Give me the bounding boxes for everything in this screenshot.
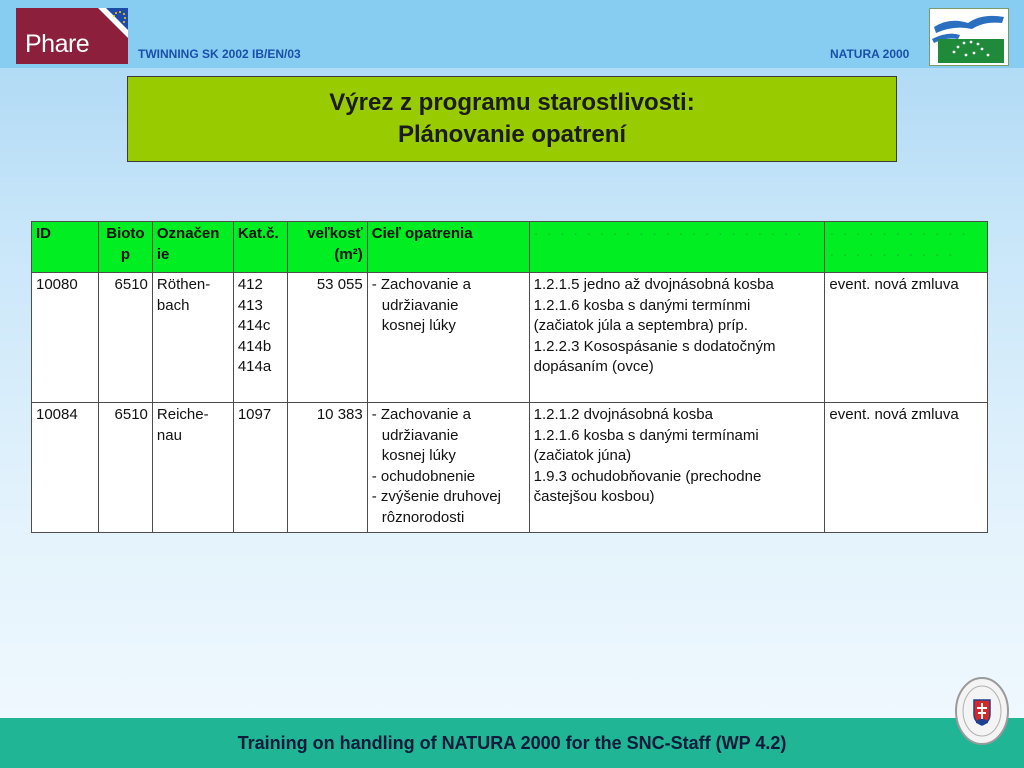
measures-table	[31, 221, 988, 533]
cell-opatrenie	[529, 273, 825, 403]
cell-poznamka: event. nová zmluva	[825, 403, 988, 533]
header-kat: Kat.č.	[233, 222, 287, 273]
opatrenie-line: 1.2.1.6 kosba s danými termínmi	[533, 296, 751, 314]
kat-line: 412	[237, 276, 263, 293]
opatrenie-line: 1.2.1.2 dvojnásobná kosba	[533, 406, 713, 423]
slide-title-box	[127, 76, 897, 162]
cell-biotop: 6510	[98, 403, 152, 533]
kat-line: 1097	[237, 406, 272, 423]
cell-kat	[233, 403, 287, 533]
header-velkost	[287, 222, 367, 273]
ciel-line: - ochudobnenie	[371, 467, 476, 485]
cell-ciel	[367, 273, 529, 403]
header-poznamka-obscured	[825, 222, 988, 273]
kat-line: 413	[237, 296, 263, 314]
ciel-line: - Zachovanie a	[371, 406, 471, 423]
ciel-line: rôznorodosti	[381, 508, 465, 526]
cell-biotop: 6510	[98, 273, 152, 403]
opatrenie-line: (začiatok júna)	[533, 447, 632, 464]
opatrenie-line: (začiatok júla a septembra) príp.	[533, 317, 748, 334]
obscured-text: · · · · · · · · · · · · · · · · · · · · ·	[829, 225, 969, 263]
header-velkost-unit: (m²)	[334, 245, 363, 263]
natura-label: NATURA 2000	[830, 47, 910, 61]
phare-logo	[16, 8, 128, 64]
kat-line: 414b	[237, 337, 272, 355]
ciel-line: udržiavanie	[381, 426, 459, 444]
header-velkost-label: veľkosť	[307, 225, 363, 242]
cell-velkost: 10 383	[287, 403, 367, 533]
opatrenie-line: 1.2.1.6 kosba s danými termínami	[533, 426, 759, 444]
cell-oznacenie: Röthen-bach	[152, 273, 233, 403]
opatrenie-line: 1.2.2.3 Kosospásanie s dodatočným	[533, 337, 776, 355]
opatrenie-line: 1.9.3 ochudobňovanie (prechodne	[533, 467, 762, 485]
obscured-text: · · · · · · · · · · · · · · · · · · · · ·	[533, 225, 804, 242]
table-header-row	[32, 222, 988, 273]
cell-velkost: 53 055	[287, 273, 367, 403]
cell-poznamka: event. nová zmluva	[825, 273, 988, 403]
twinning-label: TWINNING SK 2002 IB/EN/03	[138, 47, 301, 61]
opatrenie-line: 1.2.1.5 jedno až dvojnásobná kosba	[533, 276, 774, 293]
ciel-line: - zvýšenie druhovej	[371, 488, 501, 505]
table-row	[32, 403, 988, 533]
header-id: ID	[32, 222, 99, 273]
cell-opatrenie	[529, 403, 825, 533]
slide-title-line2: Plánovanie opatrení	[397, 121, 627, 148]
phare-logo-text: Phare	[25, 30, 90, 58]
natura-logo-graphic	[930, 9, 1008, 65]
header-biotop: Bioto p	[98, 222, 152, 273]
header-opatrenie-obscured	[529, 222, 825, 273]
cell-id: 10080	[32, 273, 99, 403]
kat-line: 414c	[237, 317, 271, 334]
slovak-emblem-icon	[954, 676, 1010, 746]
opatrenie-line: dopásaním (ovce)	[533, 358, 654, 375]
opatrenie-line: častejšou kosbou)	[533, 488, 655, 505]
kat-line: 414a	[237, 358, 272, 375]
eu-flag-icon	[98, 8, 128, 38]
header-ciel: Cieľ opatrenia	[367, 222, 529, 273]
ciel-line: - Zachovanie a	[371, 276, 471, 293]
cell-id: 10084	[32, 403, 99, 533]
ciel-line: kosnej lúky	[381, 317, 456, 334]
cell-kat	[233, 273, 287, 403]
table-row	[32, 273, 988, 403]
slide-title-line1: Výrez z programu starostlivosti:	[329, 89, 695, 116]
header-oznacenie: Označen ie	[152, 222, 233, 273]
cell-oznacenie: Reiche-nau	[152, 403, 233, 533]
cell-ciel	[367, 403, 529, 533]
natura-2000-logo	[929, 8, 1009, 66]
ciel-line: kosnej lúky	[381, 447, 456, 464]
ciel-line: udržiavanie	[381, 296, 459, 314]
footer-text: Training on handling of NATURA 2000 for the SNC-Staff (WP 4.2)	[237, 733, 787, 753]
